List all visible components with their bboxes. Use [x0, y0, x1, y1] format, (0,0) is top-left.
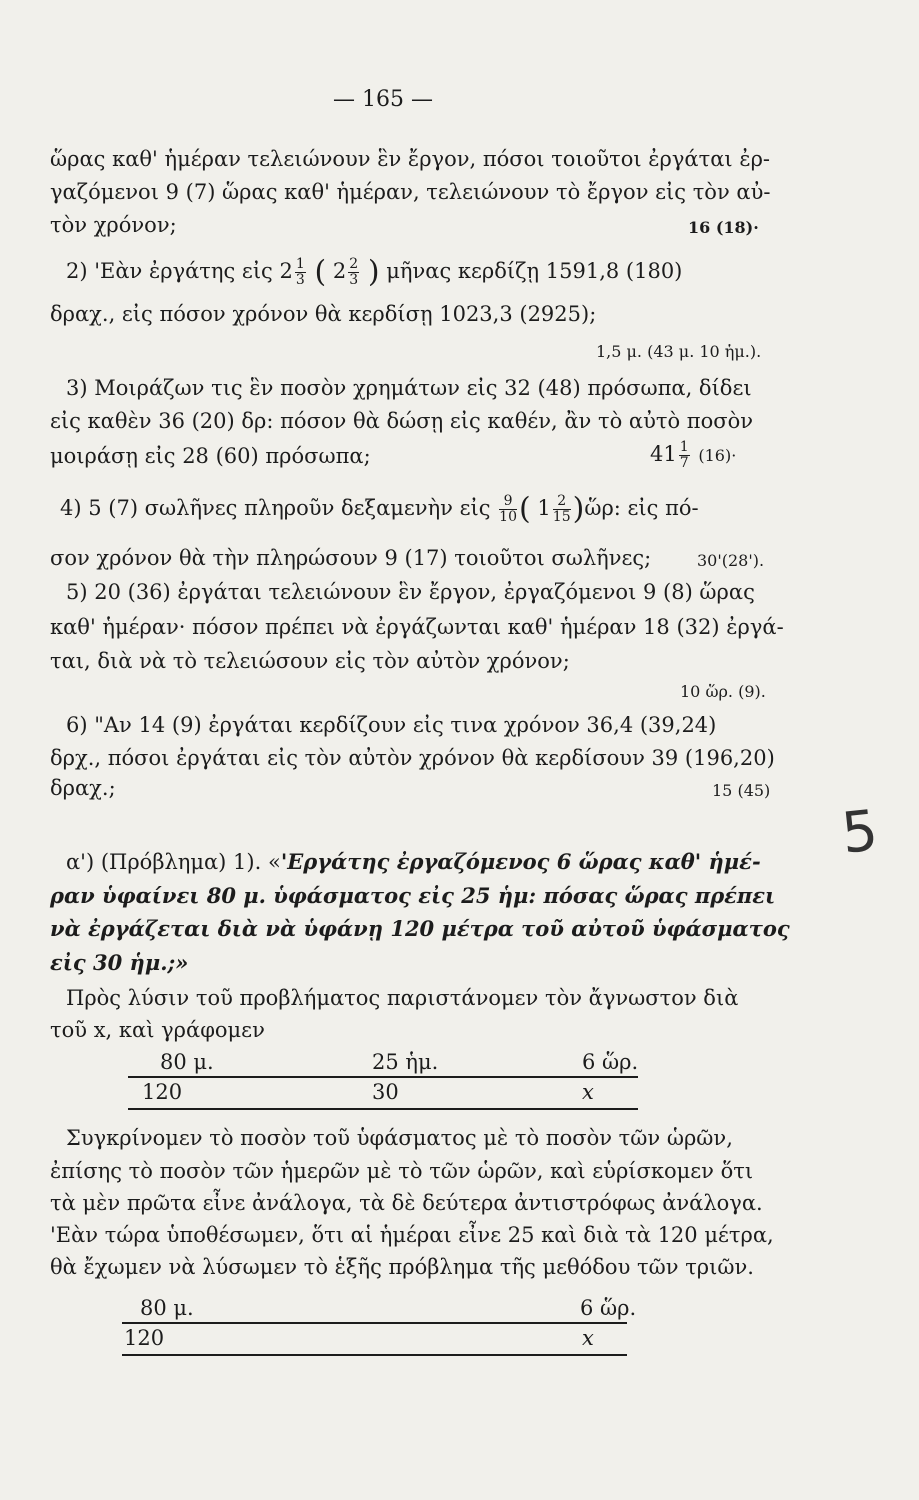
text-line: νὰ ἐργάζεται διὰ νὰ ὑφάνῃ 120 μέτρα τοῦ αὐτοῦ ὑφάσματος [50, 916, 790, 941]
text-line: 'Εὰν τώρα ὑποθέσωμεν, ὅτι αἱ ἡμέραι εἶνε 25 καὶ διὰ τὰ 120 μέτρα, [50, 1223, 774, 1247]
text-span: α') (Πρόβλημα) 1). « [66, 850, 281, 874]
table-cell: 120 [124, 1326, 165, 1350]
table-cell: 30 [372, 1080, 399, 1104]
text-line: γαζόμενοι 9 (7) ὥρας καθ' ἡμέραν, τελειώνουν τὸ ἔργον εἰς τὸν αὐ- [50, 180, 771, 204]
page-number: — 165 — [333, 87, 433, 112]
answer: 1,5 μ. (43 μ. 10 ἡμ.). [596, 342, 762, 361]
text-line: μοιράσῃ εἰς 28 (60) πρόσωπα; [50, 444, 371, 468]
text-line: Συγκρίνομεν τὸ ποσὸν τοῦ ὑφάσματος μὲ τὸ ποσὸν τῶν ὡρῶν, [66, 1126, 733, 1150]
denominator: 15 [552, 509, 571, 525]
text-line: 6) "Αν 14 (9) ἐργάται κερδίζουν εἰς τινα χρόνον 36,4 (39,24) [66, 713, 717, 737]
table-cell: 120 [142, 1080, 183, 1104]
table-cell: 80 μ. [160, 1050, 214, 1074]
paren-close: ) [367, 254, 380, 290]
text-line: δραχ., εἰς πόσον χρόνον θὰ κερδίσῃ 1023,3 (2925); [50, 302, 597, 326]
answer: 30'(28'). [697, 551, 765, 570]
numerator: 1 [295, 256, 305, 272]
text-line: ἐπίσης τὸ ποσὸν τῶν ἡμερῶν μὲ τὸ τῶν ὡρῶν, καὶ εὑρίσκομεν ὅτι [50, 1159, 754, 1183]
numerator: 2 [349, 256, 359, 272]
answer: 15 (45) [712, 781, 771, 800]
fraction [553, 494, 571, 525]
answer: 10 ὥρ. (9). [680, 682, 766, 701]
text-line: 3) Μοιράζων τις ἓν ποσὸν χρημάτων εἰς 32 (48) πρόσωπα, δίδει [66, 376, 752, 400]
problem-statement-line [66, 848, 761, 876]
fraction [499, 494, 517, 525]
numerator: 1 [679, 439, 689, 455]
text-line: Πρὸς λύσιν τοῦ προβλήματος παριστάνομεν τὸν ἄγνωστον διὰ [66, 986, 739, 1010]
text-line: 5) 20 (36) ἐργάται τελειώνουν ἓν ἔργον, ἐργαζόμενοι 9 (8) ὥρας [66, 580, 755, 604]
problem-2-line [66, 254, 683, 290]
text-line: εἰς καθὲν 36 (20) δρ: πόσον θὰ δώσῃ εἰς καθέν, ἂν τὸ αὐτὸ ποσὸν [50, 409, 753, 433]
denominator: 3 [349, 272, 359, 288]
text-line: εἰς 30 ἡμ.;» [50, 950, 189, 975]
text-span: ὥρ: εἰς πό- [584, 496, 699, 520]
table-rule [122, 1322, 627, 1324]
table-rule [128, 1108, 638, 1110]
text-span: 2 [332, 259, 347, 283]
table-rule [122, 1354, 627, 1356]
text-line: καθ' ἡμέραν· πόσον πρέπει νὰ ἐργάζωνται καθ' ἡμέραν 18 (32) ἐργά- [50, 615, 784, 639]
denominator: 7 [679, 455, 689, 471]
text-line: ραν ὑφαίνει 80 μ. ὑφάσματος εἰς 25 ἡμ: πόσας ὥρας πρέπει [50, 883, 776, 908]
answer-alt: (16)· [698, 446, 737, 465]
text-line: δραχ.; [50, 776, 116, 800]
text-line: ὥρας καθ' ἡμέραν τελειώνουν ἓν ἔργον, πόσοι τοιοῦτοι ἐργάται ἐρ- [50, 147, 771, 171]
answer: 16 (18)· [688, 218, 759, 237]
numerator: 9 [499, 494, 517, 510]
text-line: δρχ., πόσοι ἐργάται εἰς τὸν αὐτὸν χρόνον θὰ κερδίσουν 39 (196,20) [50, 746, 775, 770]
text-line: θὰ ἔχωμεν νὰ λύσωμεν τὸ ἑξῆς πρόβλημα τῆς μεθόδου τῶν τριῶν. [50, 1255, 754, 1279]
table-cell: 6 ὥρ. [580, 1296, 637, 1320]
table-cell: 25 ἡμ. [372, 1050, 439, 1074]
text-span: 2) 'Εὰν ἐργάτης εἰς 2 [66, 259, 293, 283]
paren-open: ( [519, 491, 531, 527]
text-span: 1 [537, 496, 551, 520]
table-cell: x [582, 1080, 594, 1104]
answer [650, 440, 736, 471]
text-span: 4) 5 (7) σωλῆνες πληροῦν δεξαμενὴν εἰς [60, 496, 491, 520]
text-line: σον χρόνον θὰ τὴν πληρώσουν 9 (17) τοιοῦτοι σωλῆνες; [50, 546, 652, 570]
text-line: ται, διὰ νὰ τὸ τελειώσουν εἰς τὸν αὐτὸν χρόνον; [50, 649, 570, 673]
problem-4-line [60, 491, 699, 527]
text-line: τὸν χρόνον; [50, 213, 177, 237]
denominator: 3 [295, 272, 305, 288]
table-cell: x [582, 1326, 594, 1350]
fraction [679, 440, 690, 471]
handwritten-margin-note: 5 [838, 798, 881, 867]
numerator: 2 [553, 494, 571, 510]
answer-whole: 41 [650, 442, 677, 466]
text-span: μῆνας κερδίζῃ 1591,8 (180) [386, 259, 683, 283]
table-cell: 80 μ. [140, 1296, 194, 1320]
fraction [348, 257, 359, 288]
text-line: τοῦ x, καὶ γράφομεν [50, 1018, 265, 1042]
text-span: 'Εργάτης ἐργαζόμενος 6 ὥρας καθ' ἡμέ- [280, 849, 761, 874]
fraction [295, 257, 306, 288]
paren-close: ) [572, 491, 585, 527]
paren-open: ( [314, 254, 327, 290]
denominator: 10 [499, 509, 517, 525]
text-line: τὰ μὲν πρῶτα εἶνε ἀνάλογα, τὰ δὲ δεύτερα ἀντιστρόφως ἀνάλογα. [50, 1191, 763, 1215]
table-cell: 6 ὥρ. [582, 1050, 639, 1074]
